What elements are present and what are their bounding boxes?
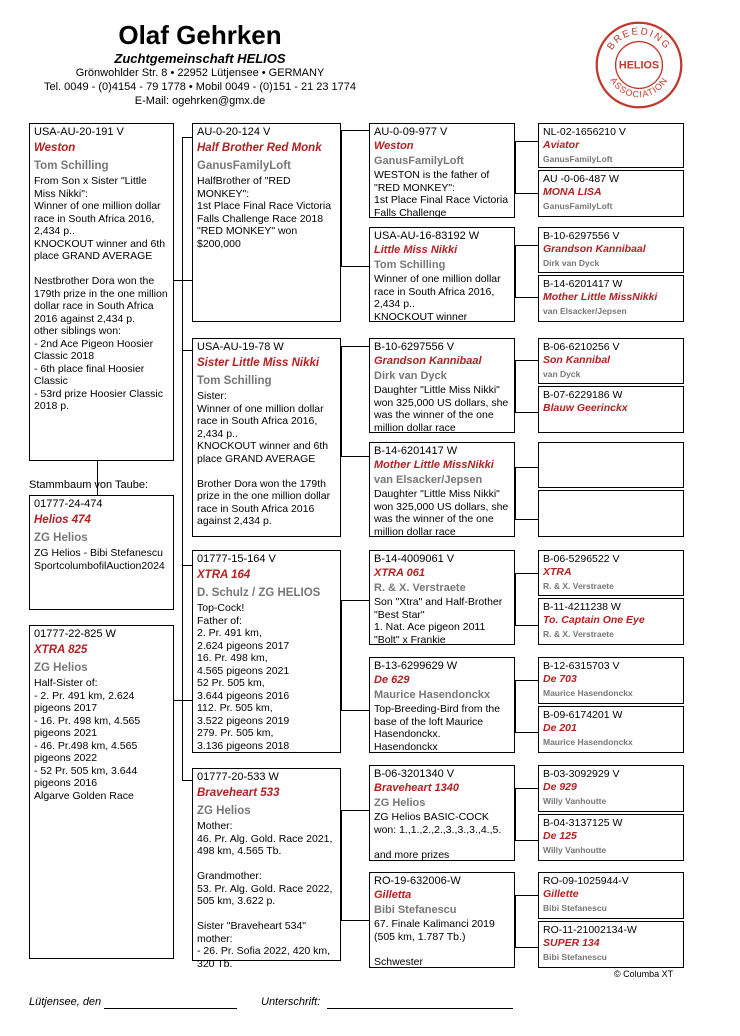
connector-line [341,130,369,131]
connector-line [341,600,369,601]
pigeon-box-gilletta[interactable] [369,872,515,968]
connector-line [174,700,192,701]
breeder-name-label: Maurice Hasendonckx [374,689,491,701]
pigeon-info: Son "Xtra" and Half-Brother "Best Star" 1. Nat. Ace pigeon 2011 "Bolt" x Frankie [374,596,503,646]
connector-line [341,456,369,457]
pigeon-box-captain-one-eye[interactable] [538,598,684,645]
breeder-name-label: Tom Schilling [374,259,446,271]
ring-number: RO-09-1025944-V [543,875,629,887]
pigeon-name: Braveheart 1340 [374,782,460,794]
pigeon-box-empty[interactable] [538,490,684,537]
connector-line [515,245,516,297]
connector-line [515,895,538,896]
pigeon-name: MONA LISA [543,186,602,198]
pigeon-name: Weston [34,142,76,154]
connector-line [341,266,369,267]
pigeon-box-de-929[interactable] [538,765,684,812]
breeder-name-label: Tom Schilling [197,375,272,387]
pigeon-name: Mother Little MissNikki [374,459,494,471]
pigeon-name: Gilletta [374,889,412,901]
pigeon-name: Grandson Kannibaal [543,243,646,255]
connector-line [515,573,516,625]
pigeon-name: De 125 [543,830,577,842]
connector-line [341,710,369,711]
pigeon-info: Winner of one million dollar race in South Africa 2016, 2,434 p.. KNOCKOUT winner [374,273,501,323]
signature-label: Unterschrift: [261,996,321,1008]
connector-line [515,245,538,246]
breeder-name-label: Willy Vanhoutte [543,796,607,806]
pigeon-name: XTRA 825 [34,644,88,656]
connector-line [515,360,516,412]
breeder-name-label: Maurice Hasendonckx [543,737,633,747]
pigeon-info: Daughter "Little Miss Nikki" won 325,000 US dollars, she was the winner of the one million dollar race [374,488,512,538]
pigeon-box-sister-nikki[interactable] [192,338,341,537]
ring-number: AU-0-09-977 V [374,126,448,138]
pigeon-box-mona-lisa[interactable] [538,170,684,217]
connector-line [341,346,369,347]
connector-line [182,137,183,780]
pigeon-name: XTRA 061 [374,567,425,579]
pigeon-name: De 201 [543,722,577,734]
breeder-name-label: Bibi Stefanescu [543,903,607,913]
connector-line [341,346,342,456]
pigeon-box-grandson-kannibaal-2[interactable] [538,227,684,273]
pigeon-box-xtra-825[interactable] [29,625,174,959]
phone-line: Tel. 0049 - (0)4154 - 79 1778 • Mobil 0049 - (0)151 - 21 23 1774 [43,81,357,93]
ring-number: USA-AU-16-83192 W [374,230,480,242]
breeder-name: Olaf Gehrken [118,20,282,50]
breeder-name-label: R. & X. Verstraete [543,629,614,639]
breeder-name-label: ZG Helios [197,805,251,817]
ring-number: NL-02-1656210 V [543,126,626,138]
pigeon-name: De 703 [543,673,577,685]
breeder-name-label: Maurice Hasendonckx [543,688,633,698]
ring-number: B-11-4211238 W [543,601,621,613]
connector-line [515,141,538,142]
ring-number: B-06-6210256 V [543,341,620,353]
connector-line [515,360,538,361]
pigeon-name: Grandson Kannibaal [374,355,482,367]
pigeon-name: Sister Little Miss Nikki [197,357,320,369]
pigeon-name: To. Captain One Eye [543,614,645,626]
connector-line [515,947,538,948]
pigeon-name: Blauw Geerinckx [543,402,628,414]
pigeon-box-weston-sire[interactable] [369,123,515,218]
breeder-name-label: van Dyck [543,369,581,379]
connector-line [174,280,192,281]
ring-number: B-14-6201417 W [374,445,458,457]
breeder-name-label: ZG Helios [34,532,88,544]
pigeon-info: Daughter "Little Miss Nikki" won 325,000 US dollars, she was the winner of the one million dollar race [374,384,512,434]
connector-line [182,780,192,781]
ring-number: B-13-6299629 W [374,660,458,672]
connector-line [341,920,369,921]
pigeon-info: Sister: Winner of one million dollar race in South Africa 2016, 2,434 p.. KNOCKOUT winner and 6th place GRAND AVERAGE Brother Dora won the 179th prize in the one million dollar race in South Africa 2016 against 2,434 p. [197,390,331,527]
connector-line [341,600,342,710]
connector-line [182,565,192,566]
logo-top-text: BREEDING [605,26,673,53]
pigeon-name: Gillette [543,888,579,900]
pigeon-box-gillette[interactable] [538,872,684,919]
ring-number: B-04-3137125 W [543,817,623,829]
pigeon-name: De 929 [543,781,577,793]
connector-line [515,625,538,626]
connector-line [515,840,538,841]
copyright: © Columba XT [614,969,674,979]
ring-number: B-12-6315703 V [543,660,620,672]
pigeon-box-de-629[interactable] [369,657,515,753]
breeder-name-label: Bibi Stefanescu [374,904,457,916]
breeder-name-label: ZG Helios [374,797,426,809]
pigeon-box-super-134[interactable] [538,921,684,968]
ring-number: 01777-24-474 [34,498,103,510]
stammbaum-label: Stammbaum von Taube: [29,479,149,491]
pigeon-name: XTRA [543,566,572,578]
connector-line [515,412,538,413]
pigeon-info: Half-Sister of: - 2. Pr. 491 km, 2.624 pigeons 2017 - 16. Pr. 498 km, 4.565 pigeons 2021 - 46. Pr.498 km, 4.565 pigeons 2022 - 52 Pr. 505 km, 3.644 pigeons 2016 Algarve Golden Race [34,677,141,802]
ring-number: B-10-6297556 V [543,230,620,242]
pigeon-box-braveheart-1340[interactable] [369,765,515,861]
ring-number: B-06-5296522 V [543,553,620,565]
pigeon-name: Son Kannibal [543,354,611,366]
connector-line [341,810,369,811]
pigeon-name: Half Brother Red Monk [197,142,322,154]
address-line: Grönwohlder Str. 8 • 22952 Lütjensee • GERMANY [75,67,325,79]
connector-line [515,573,538,574]
breeder-name-label: R. & X. Verstraete [374,582,466,594]
pigeon-name: Mother Little MissNikki [543,291,658,303]
pigeon-name: Little Miss Nikki [374,244,458,256]
ring-number: B-07-6229186 W [543,389,623,401]
ring-number: B-03-3092929 V [543,768,620,780]
breeder-name-label: R. & X. Verstraete [543,581,614,591]
place-date-field[interactable] [104,1008,237,1009]
ring-number: 01777-15-164 V [197,553,276,565]
connector-line [515,141,516,193]
ring-number: 01777-22-825 W [34,628,116,640]
pigeon-info: From Son x Sister "Little Miss Nikki": Winner of one million dollar race in South Africa 2016, 2,434 p.. KNOCKOUT winner and 6th place GRAND AVERAGE Nestbrother Dora won the 179th prize in the one million dollar race in South Africa 2016 against 2,434 p. other siblings won: - 2nd Ace Pigeon Hoosier Classic 2018 - 6th place final Hoosier Classic - 53rd prize Hoosier Classic 2018 p. [34,175,168,412]
connector-line [515,680,516,732]
connector-line [515,788,516,840]
ring-number: RO-11-21002134-W [543,924,637,936]
pigeon-box-de-125[interactable] [538,814,684,861]
breeder-name-label: GanusFamilyLoft [197,160,291,172]
connector-line [515,467,538,468]
pigeon-box-de-201[interactable] [538,706,684,753]
pigeon-info: HalfBrother of "RED MONKEY": 1st Place Final Race Victoria Falls Challenge Race 2018 "RED MONKEY" won $200,000 [197,175,332,250]
connector-line [515,732,538,733]
ring-number: AU -0-06-487 W [543,173,619,185]
pigeon-box-subject[interactable] [29,495,174,610]
ring-number: B-14-4009061 V [374,553,455,565]
connector-line [182,350,192,351]
ring-number: 01777-20-533 W [197,771,279,783]
pigeon-box-empty[interactable] [538,442,684,488]
pigeon-box-xtra[interactable] [538,550,684,596]
connector-line [515,467,516,519]
ring-number: B-06-3201340 V [374,768,455,780]
pigeon-box-half-brother[interactable] [192,123,341,322]
logo-center-text: HELIOS [618,59,660,72]
ring-number: B-14-6201417 W [543,278,623,290]
pigeon-box-grandson-kannibaal[interactable] [369,338,515,433]
ring-number: USA-AU-20-191 V [34,126,124,138]
pigeon-box-de-703[interactable] [538,657,684,704]
breeder-name-label: ZG Helios [34,662,88,674]
connector-line [182,137,192,138]
pigeon-box-son-kannibal[interactable] [538,338,684,384]
pigeon-box-xtra-164[interactable] [192,550,341,753]
connector-line [341,130,342,266]
connector-line [515,519,538,520]
connector-line [515,895,516,947]
pigeon-info: Top-Cock! Father of: 2. Pr. 491 km, 2.624 pigeons 2017 16. Pr. 498 km, 4.565 pigeons 2021 52 Pr. 505 km, 3.644 pigeons 2016 112. Pr. 505 km, 3.522 pigeons 2019 279. Pr. 505 km, 3.136 pigeons 2018 [197,602,290,752]
email-line: E-Mail: ogehrken@gmx.de [134,95,266,107]
pigeon-name: Braveheart 533 [197,787,280,799]
pigeon-box-weston[interactable] [29,123,174,461]
pigeon-box-mother-little-missnikki[interactable] [369,442,515,537]
pigeon-name: Weston [374,140,414,152]
connector-line [515,297,538,298]
ring-number: B-09-6174201 W [543,709,623,721]
pigeon-box-blauw-geerinckx[interactable] [538,386,684,433]
breeder-name-label: GanusFamilyLoft [543,201,613,211]
pigeon-name: De 629 [374,674,410,686]
helios-logo [594,20,684,110]
breeder-name-label: Bibi Stefanescu [543,952,607,962]
pigeon-info: ZG Helios - Bibi Stefanescu SportcolumbofilAuction2024 [34,547,166,572]
pigeon-box-braveheart-533[interactable] [192,768,341,970]
breeder-name-label: D. Schulz / ZG HELIOS [197,587,321,599]
pigeon-info: 67. Finale Kalimanci 2019 (505 km, 1.787 Tb.) Schwester [374,918,495,968]
breeder-name-label: Willy Vanhoutte [543,845,607,855]
pigeon-box-mother-little-missnikki-2[interactable] [538,275,684,322]
pigeon-info: WESTON is the father of "RED MONKEY": 1st Place Final Race Victoria Falls Challenge [374,169,509,219]
connector-line [515,193,538,194]
signature-field[interactable] [327,1008,513,1009]
breeder-subtitle: Zuchtgemeinschaft HELIOS [114,51,286,66]
pigeon-box-little-miss-nikki[interactable] [369,227,515,322]
pigeon-info: Mother: 46. Pr. Alg. Gold. Race 2021, 498 km, 4.565 Tb. Grandmother: 53. Pr. Alg. Gold. Race 2022, 505 km, 3.622 p. Sister "Braveheart 534" mother: - 26. Pr. Sofia 2022, 420 km, 320 Tb. [197,820,333,970]
place-date-label: Lütjensee, den [29,996,102,1008]
ring-number: AU-0-20-124 V [197,126,271,138]
pigeon-box-aviator[interactable] [538,123,684,168]
connector-line [341,810,342,920]
svg-text:ASSOCIATION [608,76,669,100]
breeder-name-label: Tom Schilling [34,160,109,172]
breeder-name-label: GanusFamilyLoft [543,154,613,164]
ring-number: RO-19-632006-W [374,875,461,887]
pigeon-name: SUPER 134 [543,937,600,949]
connector-line [515,788,538,789]
breeder-name-label: van Elsacker/Jepsen [374,474,483,486]
connector-line [515,680,538,681]
pigeon-name: XTRA 164 [197,569,251,581]
pigeon-name: Helios 474 [34,514,91,526]
ring-number: USA-AU-19-78 W [197,341,284,353]
breeder-name-label: Dirk van Dyck [543,258,600,268]
logo-bottom-text: ASSOCIATION [608,75,670,100]
breeder-name-label: GanusFamilyLoft [374,155,464,167]
pigeon-name: Aviator [543,139,580,151]
pigeon-info: Top-Breeding-Bird from the base of the loft Maurice Hasendonckx. Hasendonckx [374,703,501,753]
breeder-name-label: Dirk van Dyck [374,370,447,382]
ring-number: B-10-6297556 V [374,341,455,353]
pigeon-info: ZG Helios BASIC-COCK won: 1.,1.,2.,2.,3.,3.,3.,4.,5. and more prizes [374,811,502,861]
breeder-name-label: van Elsacker/Jepsen [543,306,627,316]
pigeon-box-xtra-061[interactable] [369,550,515,645]
